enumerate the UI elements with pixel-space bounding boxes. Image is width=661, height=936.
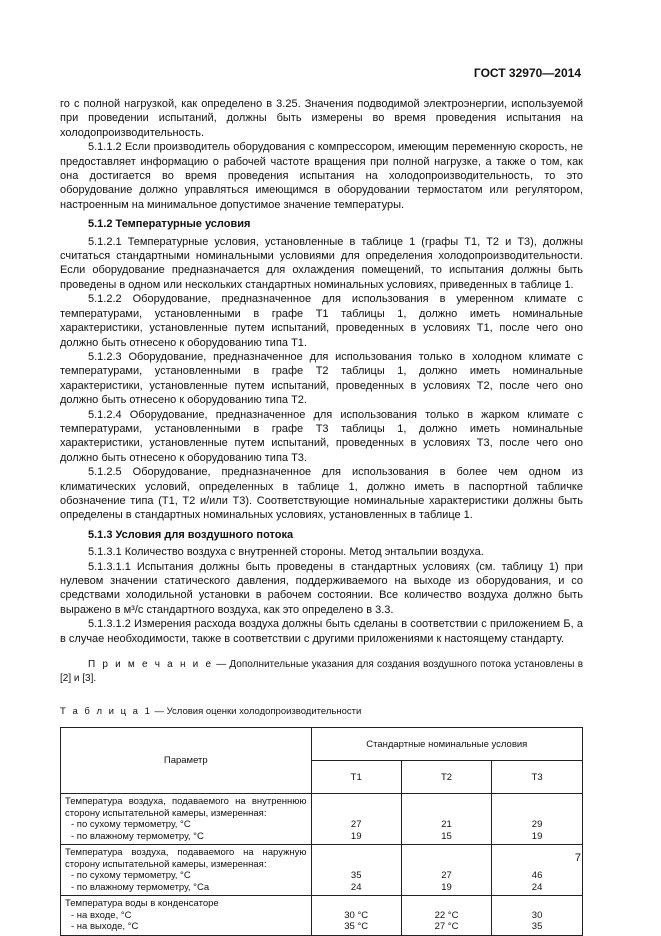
col-header-t1: Т1 xyxy=(311,761,401,794)
value: 27 xyxy=(441,870,452,882)
cell-t1 xyxy=(311,794,401,845)
value: 15 xyxy=(441,830,452,842)
value: 35 °С xyxy=(344,921,369,933)
value: 21 xyxy=(441,819,452,831)
value: 46 xyxy=(531,870,543,882)
paragraph: 5.1.3.1.1 Испытания должны быть проведены в стандартных условиях (см. таблицу 1) при нулевом значении статического давления, поддерживаемого на выходе из оборудования, и со средствами холодильной установки в рабочем состоянии. Все количество воздуха должно быть выражено в м³/с стандартного воздуха, как это определено в 3.3. xyxy=(60,560,583,616)
value: 35 xyxy=(350,870,362,882)
value: 24 xyxy=(350,881,362,893)
value: 27 °С xyxy=(434,921,459,933)
row-item: - на входе, °С xyxy=(71,909,132,921)
value: 35 xyxy=(531,921,543,933)
row-label xyxy=(61,896,312,936)
page-content xyxy=(60,97,583,936)
cell-t2 xyxy=(401,845,491,896)
row-item: - по влажному термометру, °С xyxy=(71,830,204,842)
col-header-t2: Т2 xyxy=(401,761,491,794)
value: 30 °С xyxy=(344,909,369,921)
param-header: Параметр xyxy=(61,728,312,794)
row-item: - по сухому термометру, °С xyxy=(71,819,191,831)
paragraph: 5.1.3.1.2 Измерения расхода воздуха должны быть сделаны в соответствии с приложением Б, а в случае необходимости, также в соответствии с другими приложениями к настоящему стандарту. xyxy=(60,618,583,645)
value: 22 °С xyxy=(434,909,459,921)
note-text: — Дополнительные указания для создания воздушного потока установлены в [2] и [3]. xyxy=(60,659,584,685)
document-id: ГОСТ 32970—2014 xyxy=(473,66,581,80)
cell-t2 xyxy=(401,896,491,936)
value: 19 xyxy=(531,830,543,842)
value: 29 xyxy=(531,819,543,831)
conditions-table xyxy=(60,727,583,936)
value: 19 xyxy=(441,881,452,893)
row-item: - на выходе, °С xyxy=(71,921,139,933)
page-number: 7 xyxy=(574,852,581,864)
cell-t3 xyxy=(492,845,583,896)
paragraph: 5.1.1.2 Если производитель оборудования с компрессором, имеющим переменную скорость, не предоставляет информацию о рабочей частоте вращения при полной нагрузке, а также о том, как она достигается во время проведения испытания на холодопроизводительность, то это оборудование должно управляться имеющимся в оборудовании термостатом или регулятором, настроенным на минимальное допустимое значение температуры. xyxy=(60,141,583,211)
value: 27 xyxy=(350,819,362,831)
paragraph: 5.1.3.1 Количество воздуха с внутренней стороны. Метод энтальпии воздуха. xyxy=(88,546,484,559)
row-title: Температура воздуха, подаваемого на наружную сторону испытательной камеры, измеренная: xyxy=(65,847,307,870)
table-row xyxy=(61,845,583,896)
cell-t1 xyxy=(311,845,401,896)
row-title: Температура воды в конденсаторе xyxy=(65,898,219,910)
paragraph: 5.1.2.3 Оборудование, предназначенное для использования только в холодном климате с температурами, установленными в графе Т2 таблицы 1, должно иметь номинальные характеристики, установленные путем испытаний, проведенных в условиях Т2, после чего оно должно быть отнесено к оборудованию типа Т2. xyxy=(60,350,583,407)
section-heading: 5.1.3 Условия для воздушного потока xyxy=(88,528,294,541)
note-label: П р и м е ч а н и е xyxy=(88,659,214,671)
row-item: - по сухому термометру, °С xyxy=(71,870,191,882)
table-caption-text: — Условия оценки холодопроизводительности xyxy=(151,705,362,717)
row-item: - по влажному термометру, °Са xyxy=(71,881,210,893)
cell-t1 xyxy=(311,896,401,936)
row-label xyxy=(61,845,312,896)
paragraph: 5.1.2.4 Оборудование, предназначенное для использования только в жарком климате с температурами, установленными в графе Т3 таблицы 1, должно иметь номинальные характеристики, установленные путем испытаний, проведенных в условиях Т3, после чего оно должно быть отнесено к оборудованию типа Т3. xyxy=(60,408,583,464)
table-caption-label: Т а б л и ц а 1 xyxy=(60,705,152,717)
paragraph: 5.1.2.2 Оборудование, предназначенное для использования в умеренном климате с температурами, установленными в графе Т1 таблицы 1, должно иметь номинальные характеристики, установленные путем испытаний, проведенных в условиях Т1, после чего оно должно быть отнесено к оборудованию типа Т1. xyxy=(60,293,583,349)
cell-t3 xyxy=(492,794,583,845)
row-label xyxy=(61,794,312,845)
value: 19 xyxy=(350,830,362,842)
value: 30 xyxy=(531,909,543,921)
paragraph: 5.1.2.5 Оборудование, предназначенное для использования в более чем одном из климатических условий, определенных в таблице 1, должно иметь в паспортной табличке обозначение типа (Т1, Т2 и/или Т3). Соответствующие номинальные характеристики должны быть определены в стандартных номинальных условиях, установленных в таблице 1. xyxy=(60,466,583,522)
group-header: Стандартные номинальные условия xyxy=(311,728,582,761)
table-caption xyxy=(60,705,583,719)
note xyxy=(60,658,583,687)
row-title: Температура воздуха, подаваемого на внутреннюю сторону испытательной камеры, измеренная: xyxy=(65,796,307,819)
col-header-t3: Т3 xyxy=(492,761,583,794)
table-row xyxy=(61,896,583,936)
paragraph: го с полной нагрузкой, как определено в 3.25. Значения подводимой электроэнергии, используемой при проведении испытаний, должны быть измерены во время проведения испытания на холодопроизводительность. xyxy=(60,98,583,139)
section-heading: 5.1.2 Температурные условия xyxy=(88,218,251,231)
cell-t2 xyxy=(401,794,491,845)
cell-t3 xyxy=(492,896,583,936)
value: 24 xyxy=(531,881,543,893)
table-row xyxy=(61,794,583,845)
paragraph: 5.1.2.1 Температурные условия, установленные в таблице 1 (графы Т1, Т2 и Т3), должны считаться стандартными номинальными условиями для определения холодопроизводительности. Если оборудование предназначается для охлаждения помещений, то испытания должны быть проведены в одном или нескольких стандартных номинальных условиях, приведенных в таблице 1. xyxy=(60,235,583,291)
